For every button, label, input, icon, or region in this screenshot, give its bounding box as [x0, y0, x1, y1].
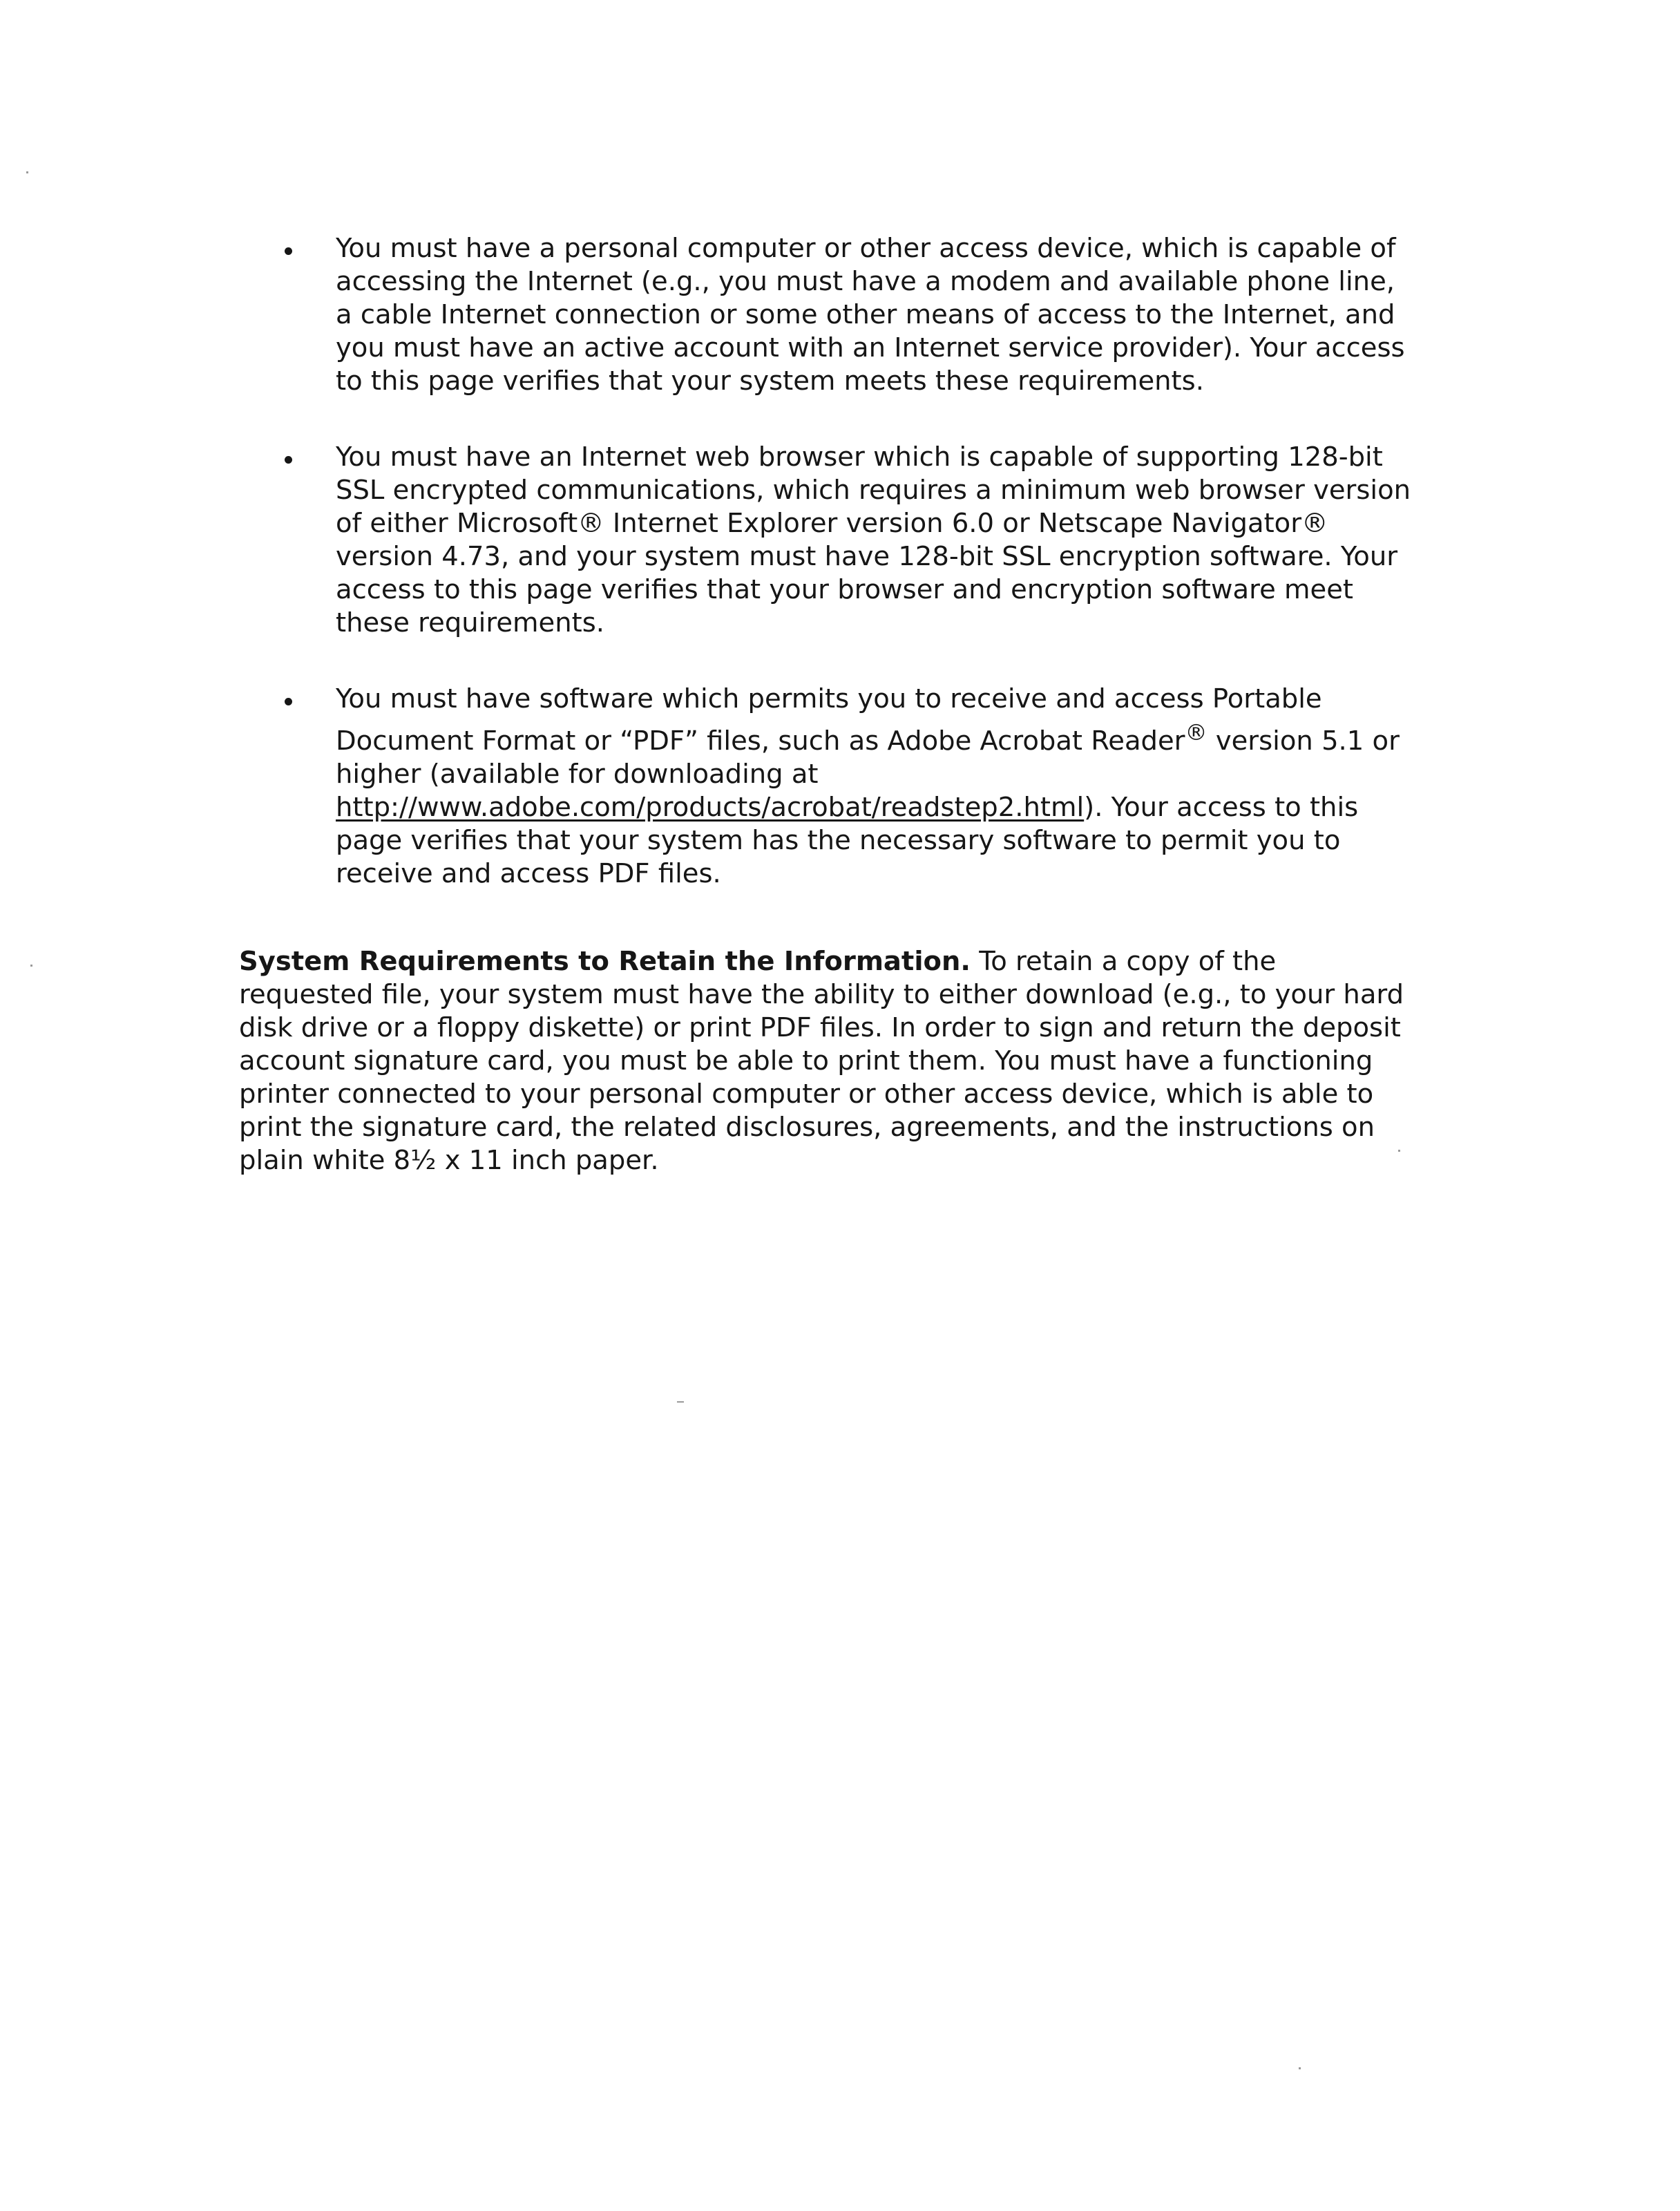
scan-speck: [30, 965, 32, 967]
list-item: [282, 232, 1415, 398]
scan-speck: [1299, 2067, 1301, 2069]
bullet-text: ). Your access to this page verifies that your system has the necessary software to permit you to receive and access PDF files.: [336, 791, 1359, 889]
requirements-list: [282, 232, 1415, 933]
section-heading: System Requirements to Retain the Information.: [239, 946, 971, 977]
list-item: [282, 683, 1415, 891]
scan-speck: [677, 1401, 684, 1403]
bullet-text: version 5.1 or higher (available for downloading at: [336, 725, 1400, 790]
scan-speck: [1398, 1150, 1400, 1152]
section-body: To retain a copy of the requested file, your system must have the ability to either download (e.g., to your hard disk drive or a floppy diskette) or print PDF files. In order to sign and return the deposit account signature card, you must be able to print them. You must have a functioning printer connected to your personal computer or other access device, which is able to print the signature card, the related disclosures, agreements, and the instructions on plain white 8½ x 11 inch paper.: [239, 946, 1404, 1176]
bullet-icon: [285, 456, 292, 464]
adobe-download-link[interactable]: http://www.adobe.com/products/acrobat/readstep2.html: [336, 791, 1085, 823]
registered-mark: ®: [1185, 719, 1208, 746]
bullet-icon: [285, 698, 292, 705]
list-item: [282, 441, 1415, 640]
retain-information-section: [239, 945, 1413, 1177]
bullet-icon: [285, 247, 292, 255]
scan-speck: [26, 171, 28, 173]
bullet-text: You must have software which permits you to receive and access Portable Document Format or “PDF” files, such as Adobe Acrobat Reader: [336, 683, 1322, 757]
bullet-text: You must have an Internet web browser which is capable of supporting 128-bit SSL encrypted communications, which requires a minimum web browser version of either Microsoft® Internet Explorer version 6.0 or Netscape Navigator® version 4.73, and your system must have 128-bit SSL encryption software. Your access to this page verifies that your browser and encryption software meet these requirements.: [336, 442, 1411, 638]
bullet-text: You must have a personal computer or other access device, which is capable of accessing the Internet (e.g., you must have a modem and available phone line, a cable Internet connection or some other means of access to the Internet, and you must have an active account with an Internet service provider). Your access to this page verifies that your system meets these requirements.: [336, 233, 1405, 397]
